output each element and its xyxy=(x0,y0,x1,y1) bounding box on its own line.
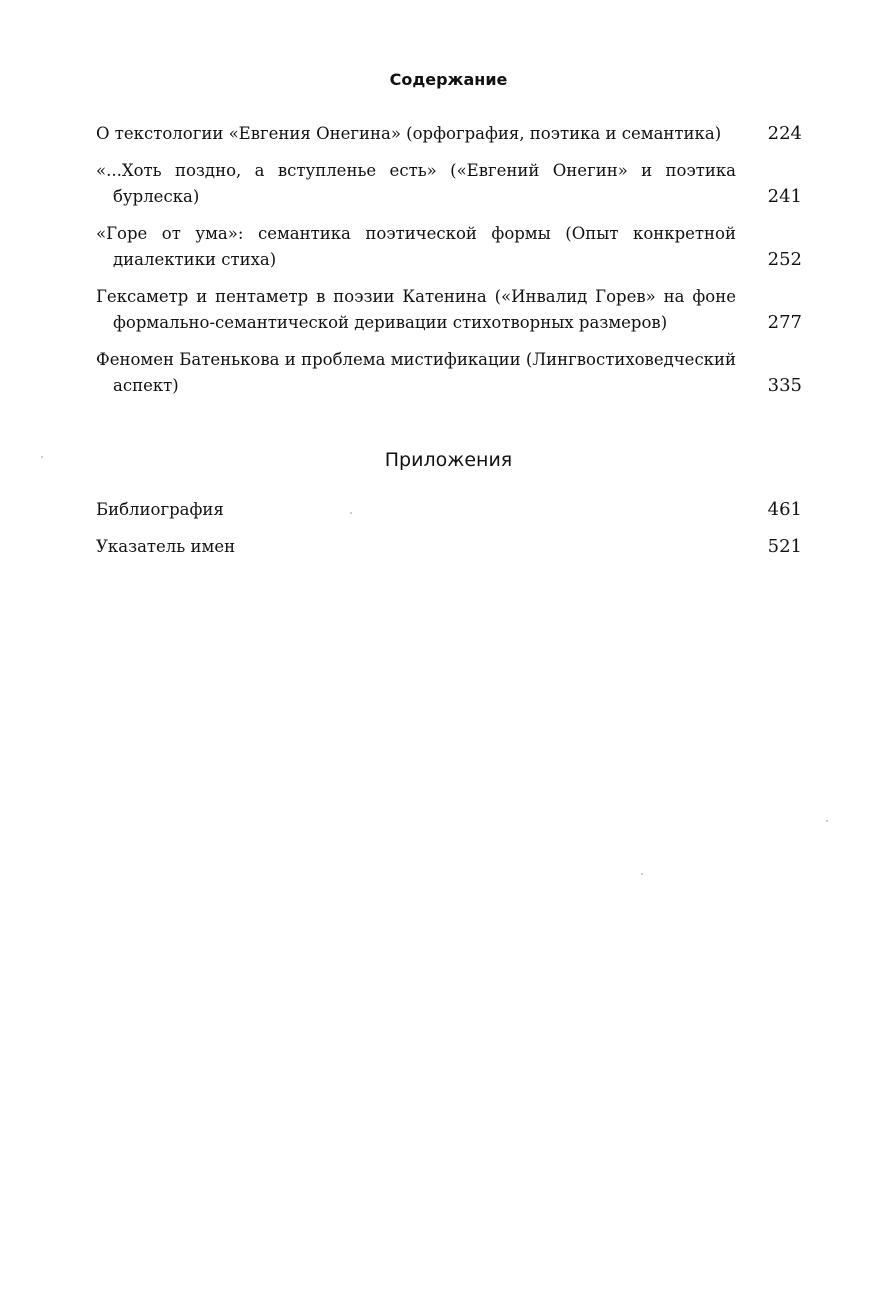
toc-entry-title: Гексаметр и пентаметр в поэзии Катенина («Инвалид Горев» на фоне формально-семантической деривации стихотворных размеров) xyxy=(96,287,736,332)
toc-entry-page: 252 xyxy=(767,249,802,270)
toc-entry[interactable] xyxy=(96,497,802,523)
toc-entry[interactable] xyxy=(96,121,802,147)
scan-speck xyxy=(826,820,828,822)
toc-entry-page: 335 xyxy=(767,375,802,396)
toc-entry-title: «...Хоть поздно, а вступленье есть» («Евгений Онегин» и поэтика бурлеска) xyxy=(96,161,736,206)
contents-list xyxy=(96,121,802,410)
scan-speck xyxy=(41,456,43,458)
toc-entry[interactable] xyxy=(96,158,802,210)
scan-speck xyxy=(641,873,643,875)
toc-entry-page: 241 xyxy=(767,186,802,207)
toc-entry-title: Библиография xyxy=(96,500,224,519)
toc-entry[interactable] xyxy=(96,347,802,399)
appendix-heading: Приложения xyxy=(384,449,513,471)
scan-speck xyxy=(350,512,352,514)
toc-entry[interactable] xyxy=(96,534,802,560)
toc-entry-title: «Горе от ума»: семантика поэтической формы (Опыт конкретной диалектики стиха) xyxy=(96,224,736,269)
toc-entry-page: 521 xyxy=(767,536,802,557)
contents-heading: Содержание xyxy=(389,70,508,89)
toc-entry-title: Указатель имен xyxy=(96,537,236,556)
toc-entry[interactable] xyxy=(96,221,802,273)
toc-entry-page: 277 xyxy=(767,312,802,333)
toc-entry-page: 224 xyxy=(767,123,802,144)
appendix-list xyxy=(96,497,802,571)
toc-entry-title: Феномен Батенькова и проблема мистификации (Лингвостиховедческий аспект) xyxy=(96,350,736,395)
toc-entry-page: 461 xyxy=(767,499,802,520)
toc-entry[interactable] xyxy=(96,284,802,336)
toc-entry-title: О текстологии «Евгения Онегина» (орфография, поэтика и семантика) xyxy=(96,124,722,143)
